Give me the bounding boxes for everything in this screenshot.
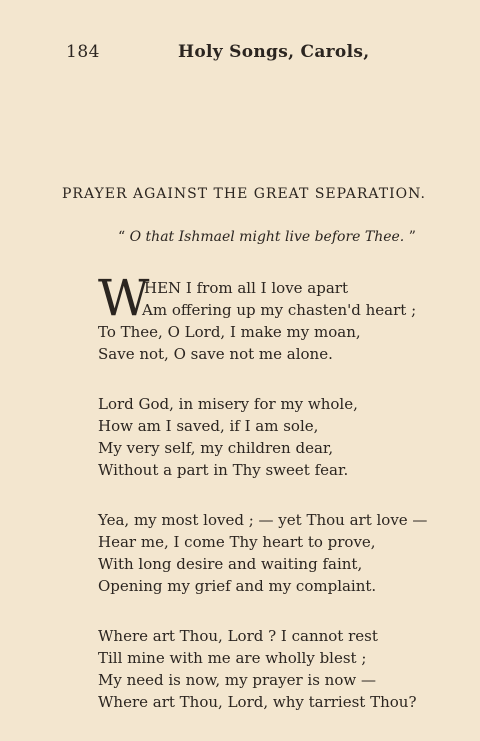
- poem-line: My need is now, my prayer is now —: [98, 671, 376, 689]
- poem-line: Am offering up my chasten'd heart ;: [142, 301, 417, 319]
- epigraph: [118, 229, 418, 245]
- running-title: Holy Songs, Carols,: [178, 42, 370, 62]
- poem-line: Hear me, I come Thy heart to prove,: [98, 533, 376, 551]
- poem-line: Yea, my most loved ; — yet Thou art love —: [98, 511, 428, 529]
- poem-line: With long desire and waiting faint,: [98, 555, 363, 573]
- epigraph-close-quote: ”: [408, 229, 416, 245]
- poem-line: Opening my grief and my complaint.: [98, 577, 377, 595]
- poem-line: Lord God, in misery for my whole,: [98, 395, 358, 413]
- poem-line: To Thee, O Lord, I make my moan,: [98, 323, 361, 341]
- epigraph-open-quote: “: [118, 229, 126, 245]
- poem-line: Save not, O save not me alone.: [98, 345, 333, 363]
- page-number: 184: [66, 42, 100, 62]
- poem-line: How am I saved, if I am sole,: [98, 417, 319, 435]
- poem-title: PRAYER AGAINST THE GREAT SEPARATION.: [62, 186, 426, 202]
- stanza-4: [98, 625, 438, 713]
- stanza-3: [98, 509, 438, 597]
- poem-line-text: HEN I from all I love apart: [144, 279, 348, 297]
- stanza-2: [98, 393, 438, 481]
- running-head: [66, 42, 418, 66]
- poem-body: [98, 269, 438, 741]
- drop-cap: W: [98, 269, 150, 327]
- poem-line: Without a part in Thy sweet fear.: [98, 461, 349, 479]
- poem-line: My very self, my children dear,: [98, 439, 334, 457]
- epigraph-text: O that Ishmael might live before Thee.: [129, 229, 405, 245]
- poem-line: Where art Thou, Lord ? I cannot rest: [98, 627, 378, 645]
- stanza-1: [98, 269, 438, 365]
- poem-line: Till mine with me are wholly blest ;: [98, 649, 367, 667]
- poem-line: Where art Thou, Lord, why tarriest Thou?: [98, 693, 417, 711]
